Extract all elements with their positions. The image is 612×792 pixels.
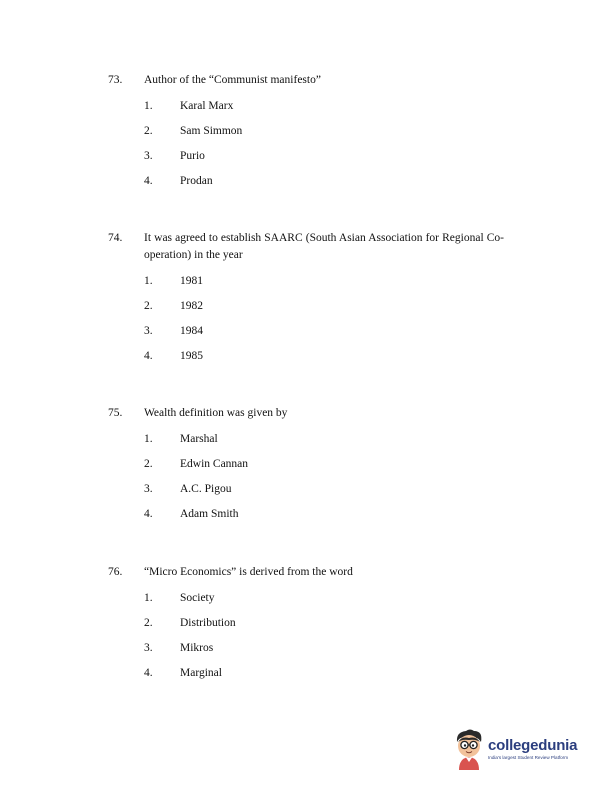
option-item <box>144 148 504 173</box>
question-number: 75. <box>108 407 123 419</box>
option-item <box>144 298 504 323</box>
option-number: 1. <box>144 433 153 445</box>
option-number: 4. <box>144 350 153 362</box>
option-item <box>144 431 504 456</box>
option-list <box>108 590 504 690</box>
option-number: 2. <box>144 300 153 312</box>
question-text: Wealth definition was given by <box>144 407 288 419</box>
logo-tagline: India's largest Student Review Platform <box>488 755 569 760</box>
option-text: Society <box>180 592 215 604</box>
question-75 <box>108 405 504 531</box>
option-item <box>144 348 504 373</box>
question-73 <box>108 72 504 198</box>
option-text: Edwin Cannan <box>180 458 249 470</box>
option-item <box>144 123 504 148</box>
option-text: A.C. Pigou <box>180 483 232 495</box>
option-item <box>144 481 504 506</box>
option-item <box>144 323 504 348</box>
option-list <box>108 431 504 531</box>
collegedunia-logo <box>452 726 602 772</box>
option-number: 1. <box>144 100 153 112</box>
option-list <box>108 273 504 373</box>
option-text: 1981 <box>180 275 203 287</box>
option-text: Adam Smith <box>180 508 239 520</box>
option-text: Karal Marx <box>180 100 234 112</box>
option-item <box>144 506 504 531</box>
option-item <box>144 640 504 665</box>
option-number: 4. <box>144 508 153 520</box>
option-item <box>144 273 504 298</box>
option-item <box>144 173 504 198</box>
option-text: Distribution <box>180 617 236 629</box>
question-text: Author of the “Communist manifesto” <box>144 74 321 86</box>
question-number: 76. <box>108 566 123 578</box>
option-number: 1. <box>144 592 153 604</box>
option-text: Prodan <box>180 175 213 187</box>
question-text: It was agreed to establish SAARC (South Asian Association for Regional Co-operation) in the year <box>144 232 504 261</box>
question-76 <box>108 564 504 690</box>
option-text: Marginal <box>180 667 222 679</box>
option-number: 3. <box>144 325 153 337</box>
option-text: 1984 <box>180 325 203 337</box>
option-number: 2. <box>144 617 153 629</box>
option-number: 4. <box>144 175 153 187</box>
question-number: 74. <box>108 232 123 244</box>
option-item <box>144 590 504 615</box>
question-number: 73. <box>108 74 123 86</box>
option-text: Sam Simmon <box>180 125 243 137</box>
option-number: 3. <box>144 150 153 162</box>
option-number: 3. <box>144 642 153 654</box>
student-mascot-icon <box>452 728 486 770</box>
option-item <box>144 456 504 481</box>
logo-wordmark: collegedunia <box>488 737 578 754</box>
option-text: Purio <box>180 150 205 162</box>
option-number: 2. <box>144 125 153 137</box>
option-text: Marshal <box>180 433 218 445</box>
option-number: 2. <box>144 458 153 470</box>
option-text: 1982 <box>180 300 203 312</box>
option-number: 4. <box>144 667 153 679</box>
option-item <box>144 665 504 690</box>
question-74 <box>108 230 504 373</box>
option-text: 1985 <box>180 350 203 362</box>
option-text: Mikros <box>180 642 214 654</box>
option-list <box>108 98 504 198</box>
option-item <box>144 98 504 123</box>
option-number: 3. <box>144 483 153 495</box>
question-text: “Micro Economics” is derived from the word <box>144 566 353 578</box>
option-number: 1. <box>144 275 153 287</box>
option-item <box>144 615 504 640</box>
